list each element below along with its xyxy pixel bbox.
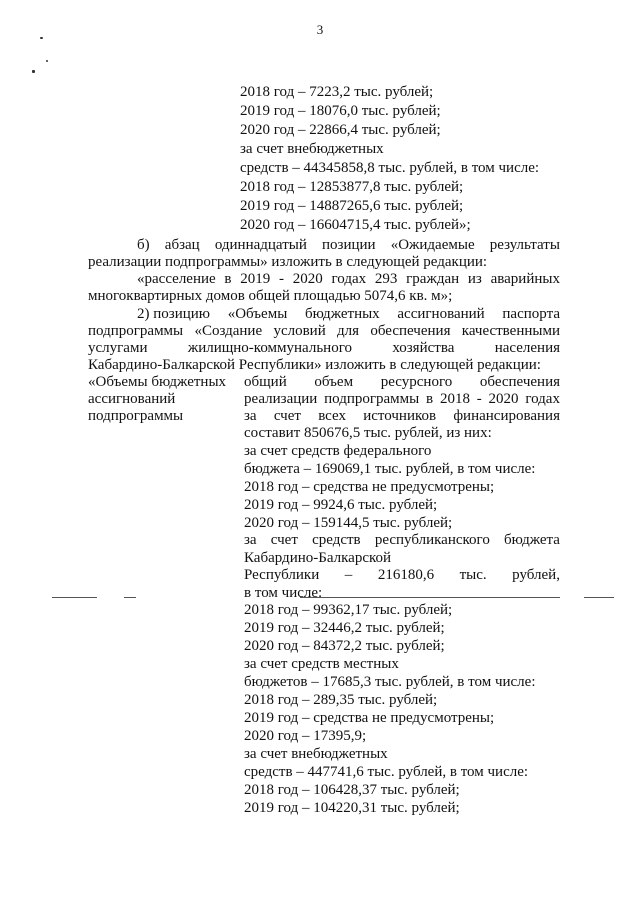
top-line-8: 2020 год – 16604715,4 тыс. рублей»; — [240, 217, 471, 233]
table-right-line-18: бюджетов – 17685,3 тыс. рублей, в том числе: — [244, 674, 536, 690]
top-line-6: 2018 год – 12853877,8 тыс. рублей; — [240, 179, 464, 195]
scan-line — [584, 597, 614, 598]
table-left-line-1: «Объемы бюджетных — [88, 374, 227, 390]
page-number: 3 — [316, 22, 324, 37]
para-2-line-3: услугами жилищно-коммунального хозяйства населения — [88, 340, 560, 356]
table-right-line-10: за счет средств республиканского бюджета — [244, 532, 560, 548]
table-right-line-5: за счет средств федерального — [244, 443, 432, 459]
table-right-line-15: 2019 год – 32446,2 тыс. рублей; — [244, 620, 445, 636]
table-right-line-9: 2020 год – 159144,5 тыс. рублей; — [244, 515, 453, 531]
top-line-5: средств – 44345858,8 тыс. рублей, в том числе: — [240, 160, 540, 176]
table-right-line-13: в том числе: — [244, 585, 323, 601]
table-left-line-3: подпрограммы — [88, 408, 184, 424]
table-right-line-16: 2020 год – 84372,2 тыс. рублей; — [244, 638, 445, 654]
top-line-3: 2020 год – 22866,4 тыс. рублей; — [240, 122, 441, 138]
table-right-line-2: реализации подпрограммы в 2018 - 2020 годах — [244, 391, 560, 407]
scan-speck — [46, 60, 48, 62]
table-right-line-14: 2018 год – 99362,17 тыс. рублей; — [244, 602, 453, 618]
para-2-line-4: Кабардино-Балкарской Республики» изложить в следующей редакции: — [88, 357, 541, 373]
table-right-line-12: Республики – 216180,6 тыс. рублей, — [244, 567, 560, 583]
table-left-line-2: ассигнований — [88, 391, 176, 407]
table-right-line-4: составит 850676,5 тыс. рублей, из них: — [244, 425, 492, 441]
table-right-line-22: за счет внебюджетных — [244, 746, 388, 762]
table-right-line-19: 2018 год – 289,35 тыс. рублей; — [244, 692, 438, 708]
scan-speck — [32, 70, 35, 73]
scan-line — [52, 597, 97, 598]
table-right-line-11: Кабардино-Балкарской — [244, 550, 392, 566]
scan-line — [124, 597, 136, 598]
table-right-line-20: 2019 год – средства не предусмотрены; — [244, 710, 495, 726]
table-right-line-24: 2018 год – 106428,37 тыс. рублей; — [244, 782, 460, 798]
top-line-1: 2018 год – 7223,2 тыс. рублей; — [240, 84, 434, 100]
table-right-line-1: общий объем ресурсного обеспечения — [244, 374, 560, 390]
top-line-2: 2019 год – 18076,0 тыс. рублей; — [240, 103, 441, 119]
para-2-line-1: 2) позицию «Объемы бюджетных ассигнований паспорта — [137, 306, 560, 322]
para-b-line-2: реализации подпрограммы» изложить в следующей редакции: — [88, 254, 488, 270]
para-b-quote-line-2: многоквартирных домов общей площадью 5074,6 кв. м»; — [88, 288, 453, 304]
para-b-quote-line-1: «расселение в 2019 - 2020 годах 293 граждан из аварийных — [137, 271, 560, 287]
table-right-line-17: за счет средств местных — [244, 656, 399, 672]
top-line-4: за счет внебюджетных — [240, 141, 384, 157]
para-2-line-2: подпрограммы «Создание условий для обеспечения качественными — [88, 323, 560, 339]
table-right-line-7: 2018 год – средства не предусмотрены; — [244, 479, 495, 495]
top-line-7: 2019 год – 14887265,6 тыс. рублей; — [240, 198, 464, 214]
table-right-line-25: 2019 год – 104220,31 тыс. рублей; — [244, 800, 460, 816]
table-right-line-3: за счет всех источников финансирования — [244, 408, 560, 424]
para-b-line-1: б) абзац одиннадцатый позиции «Ожидаемые результаты — [137, 237, 560, 253]
table-right-line-6: бюджета – 169069,1 тыс. рублей, в том числе: — [244, 461, 536, 477]
table-right-line-21: 2020 год – 17395,9; — [244, 728, 367, 744]
table-right-line-8: 2019 год – 9924,6 тыс. рублей; — [244, 497, 438, 513]
scan-line — [300, 597, 560, 598]
table-right-line-23: средств – 447741,6 тыс. рублей, в том числе: — [244, 764, 529, 780]
